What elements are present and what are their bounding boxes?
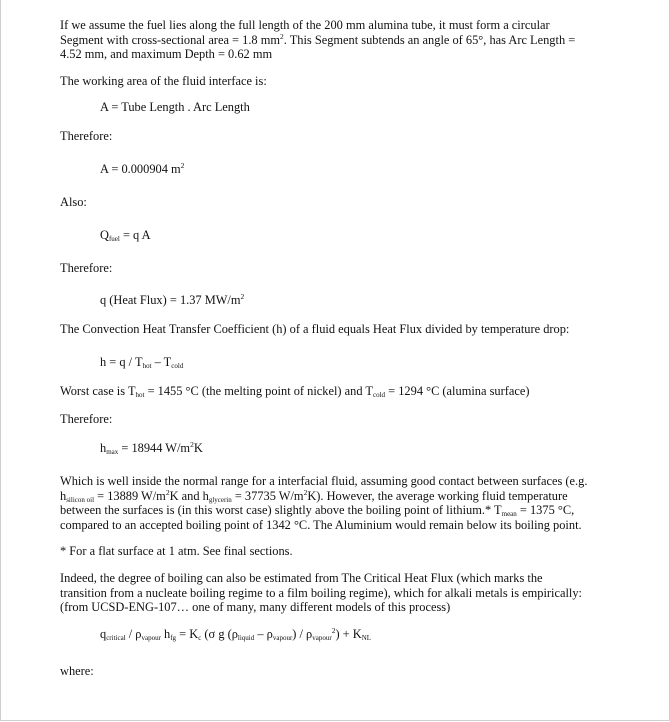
label-where: where: (60, 663, 94, 678)
text: K (193, 440, 203, 455)
superscript: 2 (180, 160, 185, 170)
superscript: 2 (190, 439, 194, 449)
text: = K (176, 626, 199, 641)
text: = 1455 °C (the melting point of nickel) and T (144, 383, 373, 398)
text: K and h (169, 488, 209, 503)
subscript: vapour (312, 633, 332, 642)
text: = 37735 W/m (231, 488, 304, 503)
text: Worst case is T (60, 383, 136, 398)
paragraph-fuel-segment (60, 18, 616, 62)
text: / ρ (125, 626, 142, 641)
subscript: vapour (141, 633, 161, 642)
superscript: 2 (303, 487, 308, 497)
text-line (60, 518, 616, 533)
text: compared to an accepted boiling point of 1342 °C. The Aluminium would remain below its boiling point. (60, 517, 582, 532)
text-line (60, 33, 616, 48)
text-line (60, 18, 616, 33)
paragraph-worst-case (60, 384, 616, 399)
equation-h (60, 355, 616, 370)
subscript: cold (171, 361, 184, 370)
text: ) / ρ (292, 626, 313, 641)
equation-h-max (60, 441, 616, 456)
text: = q A (119, 227, 151, 242)
subscript: c (198, 633, 202, 642)
paragraph-working-area: The working area of the fluid interface is: (60, 73, 267, 88)
equation-area: A = Tube Length . Arc Length (100, 100, 250, 115)
subscript: hot (142, 361, 152, 370)
text: = 1375 °C, (516, 503, 575, 518)
footnote-text: * For a flat surface at 1 atm. See final sections. (60, 544, 293, 559)
text: Q (100, 227, 109, 242)
text: = 18944 W/m (118, 440, 191, 455)
text: 4.52 mm, and maximum Depth = 0.62 mm (60, 47, 273, 62)
document-body (60, 18, 616, 678)
text-line (60, 489, 616, 504)
text-line (60, 600, 616, 615)
text: h = q / T (100, 354, 143, 369)
text: A = 0.000904 m (100, 161, 181, 176)
superscript: 2 (279, 31, 284, 41)
text: = 13889 W/m (94, 488, 166, 503)
text: If we assume the fuel lies along the full length of the 200 mm alumina tube, it must form a circular (60, 18, 550, 32)
text: = 1294 °C (alumina surface) (385, 383, 530, 398)
label-therefore: Therefore: (60, 412, 113, 427)
equation-area-value (60, 162, 616, 177)
text: (from UCSD-ENG-107… one of many, many different models of this process) (60, 600, 451, 615)
text-line (60, 586, 616, 601)
subscript: silicon oil (66, 495, 95, 504)
text-line (60, 474, 616, 489)
text: h (60, 488, 67, 503)
paragraph-normal-range (60, 474, 616, 532)
subscript: critical (106, 633, 126, 642)
subscript: vapour (272, 633, 293, 642)
equation-q-fuel (60, 228, 616, 243)
text: (σ g (ρ (201, 626, 238, 641)
subscript: NL (361, 633, 372, 642)
label-also: Also: (60, 194, 87, 209)
text: ) + K (335, 626, 362, 641)
text-line (60, 47, 616, 62)
superscript: 2 (240, 292, 245, 302)
equation-critical-heat-flux (60, 627, 616, 642)
paragraph-convection: The Convection Heat Transfer Coefficient (h) of a fluid equals Heat Flux divided by temperature drop: (60, 322, 570, 337)
subscript: hot (135, 390, 145, 399)
subscript: fg (170, 633, 177, 642)
subscript: fuel (108, 234, 120, 243)
text: between the surfaces is (in this worst case) slightly above the boiling point of lithium.* T (60, 503, 502, 518)
superscript: 2 (165, 487, 170, 497)
text: q (100, 626, 107, 641)
superscript: 2 (331, 625, 336, 635)
subscript: glycerin (208, 495, 232, 504)
text-line (60, 503, 616, 518)
paragraph-critical-heat-flux (60, 571, 616, 615)
subscript: liquid (237, 633, 255, 642)
subscript: max (106, 447, 119, 456)
text: – ρ (254, 626, 273, 641)
equation-heat-flux (60, 293, 616, 308)
subscript: cold (372, 390, 386, 399)
subscript: mean (501, 510, 517, 519)
text: h (100, 440, 107, 455)
text: Segment with cross-sectional area = 1.8 mm (60, 32, 280, 47)
label-therefore: Therefore: (60, 129, 113, 144)
text: Indeed, the degree of boiling can also be estimated from The Critical Heat Flux (which marks the (60, 570, 543, 585)
text: K). However, the average working fluid temperature (307, 488, 568, 503)
label-therefore: Therefore: (60, 260, 113, 275)
text-line (60, 571, 616, 586)
text: . This Segment subtends an angle of 65°, has Arc Length = (283, 32, 576, 47)
text: Which is well inside the normal range for a interfacial fluid, assuming good contact between surfaces (e.g. (60, 473, 588, 488)
text: h (160, 626, 171, 641)
text: transition from a nucleate boiling regime to a film boiling regime), which for alkali metals is empirically: (60, 585, 582, 600)
text: q (Heat Flux) = 1.37 MW/m (100, 293, 241, 308)
text: – T (151, 354, 172, 369)
